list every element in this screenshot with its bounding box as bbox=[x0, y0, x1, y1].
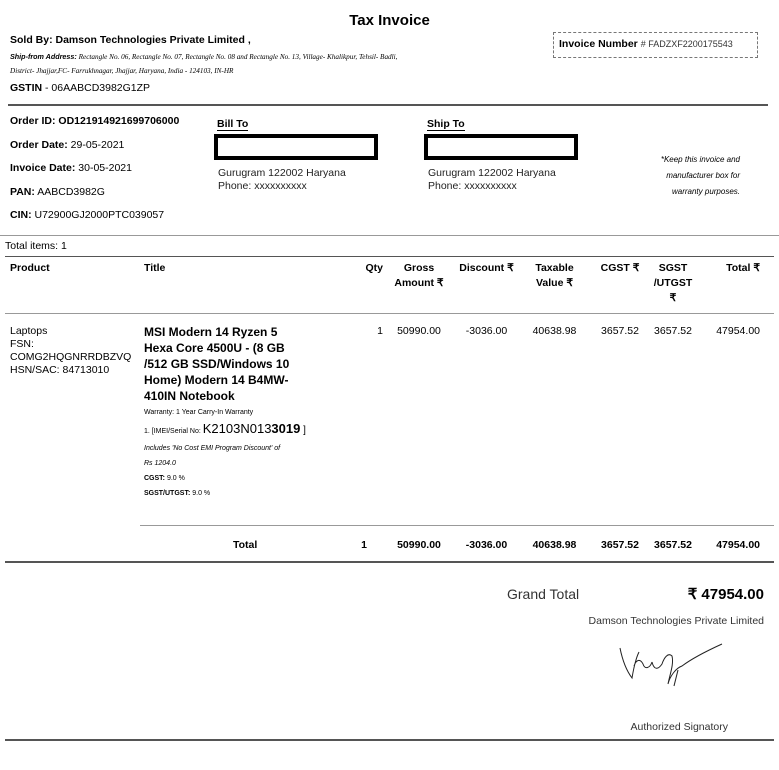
divider bbox=[140, 525, 774, 526]
item-sgst-rate bbox=[144, 486, 354, 501]
invoice-date-label: Invoice Date: bbox=[10, 162, 76, 174]
order-id: Order ID: OD121914921699706000 bbox=[10, 115, 180, 127]
item-gross: 50990.00 bbox=[397, 325, 441, 337]
header-title: Title bbox=[144, 262, 166, 274]
divider bbox=[5, 313, 774, 314]
item-title-block bbox=[144, 324, 354, 501]
item-total: 47954.00 bbox=[716, 325, 760, 337]
header-discount: Discount ₹ bbox=[459, 262, 514, 274]
note-line: warranty purposes. bbox=[671, 187, 740, 196]
header-taxable bbox=[527, 261, 582, 291]
invoice-number-value: # FADZXF2200175543 bbox=[640, 39, 733, 49]
note-line: *Keep this invoice and bbox=[660, 155, 740, 164]
ship-from-line1: Rectangle No. 06, Rectangle No. 07, Rectangle No. 08 and Rectangle No. 13, Village- Khalikpur, Tehsil- Badli, bbox=[78, 53, 398, 61]
item-emi-line2: Rs 1204.0 bbox=[144, 460, 176, 467]
header-sgst-3: ₹ bbox=[669, 292, 677, 304]
cgst-rate-label: CGST: bbox=[144, 475, 165, 482]
invoice-number-label: Invoice Number bbox=[559, 38, 638, 50]
header-sgst-2: /UTGST bbox=[653, 277, 693, 289]
header-sgst-1: SGST bbox=[658, 262, 688, 274]
signature bbox=[590, 640, 740, 695]
header-qty: Qty bbox=[365, 262, 383, 274]
bill-to-redacted bbox=[214, 134, 378, 160]
gstin-value: - 06AABCD3982G1ZP bbox=[42, 82, 151, 94]
totals-taxable: 40638.98 bbox=[532, 539, 577, 551]
pan bbox=[10, 186, 105, 198]
totals-sgst: 3657.52 bbox=[654, 539, 692, 551]
totals-label: Total bbox=[233, 539, 258, 551]
item-imei bbox=[144, 420, 354, 441]
divider bbox=[5, 256, 774, 257]
bill-to-address bbox=[218, 167, 346, 193]
item-category: Laptops bbox=[10, 325, 48, 337]
item-taxable: 40638.98 bbox=[532, 325, 577, 337]
order-date bbox=[10, 139, 124, 151]
item-title-line: Home) Modern 14 B4MW- bbox=[144, 373, 289, 387]
company-name: Damson Technologies Private Limited bbox=[588, 615, 764, 627]
order-date-value: 29-05-2021 bbox=[67, 139, 125, 151]
pan-value: AABCD3982G bbox=[34, 186, 105, 198]
header-product: Product bbox=[10, 262, 50, 274]
seller-gstin bbox=[10, 82, 150, 94]
grand-total-label: Grand Total bbox=[507, 586, 580, 602]
bill-to-phone: Phone: xxxxxxxxxx bbox=[218, 180, 307, 192]
pan-label: PAN: bbox=[10, 186, 35, 198]
totals-total: 47954.00 bbox=[716, 539, 760, 551]
header-gross bbox=[390, 261, 448, 291]
item-hsn: HSN/SAC: 84713010 bbox=[10, 364, 110, 376]
ship-to-redacted bbox=[424, 134, 578, 160]
item-emi-line1: Includes 'No Cost EMI Program Discount' of bbox=[144, 445, 281, 452]
item-warranty: Warranty: 1 Year Carry-In Warranty bbox=[144, 409, 254, 416]
imei-suffix: ] bbox=[300, 425, 306, 436]
invoice-date-value: 30-05-2021 bbox=[75, 162, 132, 174]
cgst-rate-value: 9.0 % bbox=[165, 475, 185, 482]
ship-to-city: Gurugram 122002 Haryana bbox=[428, 167, 556, 179]
note-line: manufacturer box for bbox=[666, 171, 740, 180]
totals-qty: 1 bbox=[361, 539, 367, 551]
cin-value: U72900GJ2000PTC039057 bbox=[31, 209, 165, 221]
warranty-note bbox=[600, 152, 740, 200]
ship-to-label: Ship To bbox=[427, 118, 465, 130]
item-fsn: COMG2HQGNRRDBZVQ bbox=[10, 351, 132, 363]
invoice-number-box bbox=[553, 32, 758, 58]
sgst-rate-value: 9.0 % bbox=[190, 490, 211, 497]
invoice-title: Tax Invoice bbox=[349, 12, 430, 29]
totals-discount: -3036.00 bbox=[465, 539, 508, 551]
total-items: Total items: 1 bbox=[5, 240, 67, 252]
ship-to-phone: Phone: xxxxxxxxxx bbox=[428, 180, 517, 192]
item-qty: 1 bbox=[377, 325, 383, 337]
item-title-line: /512 GB SSD/Windows 10 bbox=[144, 357, 290, 371]
item-fsn-label: FSN: bbox=[10, 338, 34, 350]
item-title-line: MSI Modern 14 Ryzen 5 bbox=[144, 325, 278, 339]
item-product bbox=[10, 325, 131, 377]
header-sgst bbox=[648, 261, 698, 306]
sold-by: Sold By: Damson Technologies Private Limited , bbox=[10, 34, 251, 46]
grand-total-value: ₹ 47954.00 bbox=[687, 586, 764, 603]
totals-gross: 50990.00 bbox=[397, 539, 441, 551]
totals-cgst: 3657.52 bbox=[601, 539, 639, 551]
cin-label: CIN: bbox=[10, 209, 32, 221]
item-title-line: Hexa Core 4500U - (8 GB bbox=[144, 341, 285, 355]
order-date-label: Order Date: bbox=[10, 139, 68, 151]
divider bbox=[5, 739, 774, 741]
sgst-rate-label: SGST/UTGST: bbox=[144, 490, 191, 497]
divider bbox=[5, 561, 774, 563]
bill-to-city: Gurugram 122002 Haryana bbox=[218, 167, 346, 179]
imei-prefix: 1. [IMEI/Serial No: bbox=[144, 428, 203, 435]
item-sgst: 3657.52 bbox=[654, 325, 692, 337]
header-taxable-2: Value ₹ bbox=[535, 277, 574, 289]
header-cgst: CGST ₹ bbox=[600, 262, 640, 274]
item-title-line: 410IN Notebook bbox=[144, 389, 235, 403]
header-total: Total ₹ bbox=[726, 262, 760, 274]
cin bbox=[10, 209, 164, 221]
item-discount: -3036.00 bbox=[465, 325, 508, 337]
ship-from-line2: District- Jhajjar,FC- Farrukhnagar, Jhajjar, Haryana, India - 124103, IN-HR bbox=[10, 67, 234, 75]
item-cgst-rate bbox=[144, 471, 354, 486]
imei-main: K2103N013 bbox=[202, 421, 272, 436]
ship-from-address bbox=[10, 50, 550, 78]
divider bbox=[0, 235, 779, 236]
header-taxable-1: Taxable bbox=[535, 262, 574, 274]
invoice-date bbox=[10, 162, 132, 174]
imei-bold: 3019 bbox=[271, 421, 301, 436]
item-cgst: 3657.52 bbox=[601, 325, 639, 337]
ship-from-label: Ship-from Address: bbox=[10, 52, 77, 61]
gstin-label: GSTIN bbox=[10, 82, 43, 94]
header-gross-2: Amount ₹ bbox=[394, 277, 444, 289]
divider bbox=[8, 104, 768, 106]
header-gross-1: Gross bbox=[403, 262, 435, 274]
ship-to-address bbox=[428, 167, 556, 193]
bill-to-label: Bill To bbox=[217, 118, 249, 130]
authorized-signatory: Authorized Signatory bbox=[630, 721, 728, 733]
